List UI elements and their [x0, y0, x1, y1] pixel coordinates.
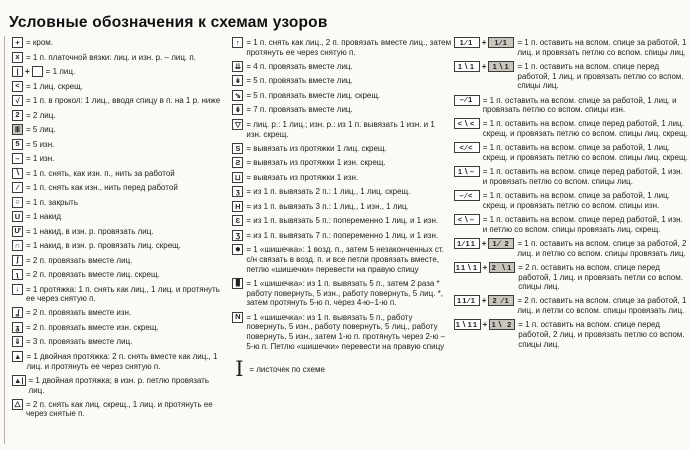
knit-symbol-icon	[32, 66, 43, 77]
legend-text: = из 1 п. вывязать 5 п.: попеременно 1 лиц. и 1 изн.	[246, 216, 439, 226]
legend-entry	[12, 255, 225, 266]
legend-entry	[12, 351, 225, 371]
symbol-group	[232, 244, 243, 255]
symbol-group	[232, 143, 243, 154]
knit-symbol-icon: 1∖ 2	[489, 319, 515, 330]
knit-symbol-icon: H	[232, 201, 243, 212]
knit-symbol-icon: √	[12, 95, 23, 106]
knit-symbol-icon: ▲|	[14, 375, 24, 385]
symbol-group	[232, 90, 243, 101]
knit-symbol-icon: x	[12, 52, 23, 63]
knit-symbol-icon: ʓ	[12, 322, 23, 333]
knit-symbol-icon: 1∕1	[454, 37, 480, 48]
legend-entry	[12, 124, 225, 135]
knit-symbol-icon: I	[235, 357, 244, 382]
legend-entry	[232, 143, 451, 154]
legend-text: = 2 п. провязать вместе изн. скрещ.	[26, 322, 159, 332]
knit-symbol-icon: △	[12, 399, 23, 410]
symbol-group	[454, 319, 516, 330]
legend-entry	[12, 139, 225, 150]
symbol-group	[12, 284, 23, 295]
legend-entry	[12, 269, 225, 280]
legend-entry	[454, 319, 688, 349]
legend-entry	[12, 375, 225, 395]
legend-text: = 1 п. оставить на вспом. спице за работой, 1 лиц. скрещ. и провязать петлю со вспом. спицы изн.	[482, 191, 670, 210]
legend-text: = 1 п. оставить на вспом. спице за работой, 1 лиц. скрещ. и провязать петлю со вспом. спицы лиц. скрещ.	[482, 143, 688, 163]
symbol-group	[454, 142, 480, 153]
legend-entry	[232, 157, 451, 168]
knit-symbol-icon: 1∖–	[454, 166, 480, 177]
knit-symbol-icon: 1∖11	[455, 320, 479, 330]
plus-sign: +	[481, 238, 487, 248]
legend-entry	[12, 153, 225, 164]
symbol-group	[12, 153, 23, 164]
knit-symbol-icon: ↓	[12, 284, 23, 295]
legend-entry	[12, 168, 225, 179]
symbol-group	[12, 322, 23, 333]
plus-sign: +	[481, 61, 487, 71]
legend-text: = 2 лиц.	[26, 110, 56, 120]
knit-symbol-icon: Ɛ	[232, 215, 243, 226]
knit-symbol-icon: 5	[12, 139, 23, 150]
symbol-group	[232, 186, 243, 197]
symbol-group	[12, 168, 23, 179]
legend-entry	[12, 37, 225, 48]
legend-text: = вывязать из протяжки 1 лиц. скрещ.	[246, 143, 387, 153]
legend-entry	[232, 75, 451, 86]
legend-entry	[232, 312, 451, 352]
knit-symbol-icon: ∩	[12, 240, 23, 251]
page-title: Условные обозначения к схемам узоров	[9, 14, 328, 32]
knit-symbol-icon: ↑	[232, 37, 243, 48]
symbol-group	[232, 104, 243, 115]
knit-symbol-icon: |	[12, 66, 23, 77]
knit-symbol-icon: ʅ	[12, 269, 23, 280]
legend-entry	[454, 166, 688, 186]
knit-symbol-icon: ○	[12, 197, 23, 208]
symbol-group	[12, 240, 23, 251]
legend-text: = 1 «шишечка»: из 1 п. вывязать 5 п., затем 2 раза * работу повернуть, 5 изн., работу повернуть, 5 лиц. *, затем протянуть 5-ю п. через 4-ю–1-ю п.	[246, 278, 443, 308]
legend-entry	[12, 211, 225, 222]
legend-entry	[232, 244, 451, 274]
symbol-group	[12, 139, 23, 150]
knit-symbol-icon: ●	[232, 244, 243, 255]
symbol-group	[454, 166, 480, 177]
knit-symbol-icon: 1∖1	[488, 61, 514, 72]
symbol-group	[12, 399, 23, 410]
legend-text: = 1 протяжка: 1 п. снять как лиц., 1 лиц. и протянуть ее через снятую п.	[26, 284, 220, 304]
legend-entry	[12, 110, 225, 121]
legend-entry	[454, 61, 688, 91]
symbol-group	[232, 215, 243, 226]
knit-symbol-icon: 2 ∖1	[489, 262, 515, 273]
symbol-group	[454, 295, 515, 306]
legend-text: = 1 п. оставить на вспом. спице перед работой, 1 лиц. скрещ. и провязать петлю со вспом. спицы лиц. скрещ.	[482, 119, 688, 139]
legend-text: = 1 п. оставить на вспом. спице перед работой, 1 изн. и петлю со вспом. спицы провязать лиц. скрещ.	[482, 215, 683, 234]
legend-text: = 2 п. снять как лиц. скрещ., 1 лиц. и протянуть ее через снятые п.	[26, 399, 213, 419]
symbol-legend	[12, 37, 688, 423]
knit-symbol-icon: –∕1	[454, 95, 480, 106]
symbol-group	[12, 255, 23, 266]
symbol-group	[12, 269, 23, 280]
knit-symbol-icon: ∕	[12, 182, 23, 193]
symbol-group	[454, 118, 480, 129]
legend-text: = 1 накид, в изн. р. провязать лиц.	[26, 226, 154, 236]
symbol-group	[232, 201, 243, 212]
legend-text: = 1 лиц. скрещ.	[26, 81, 83, 91]
knit-symbol-icon: ▮	[232, 278, 243, 289]
knit-symbol-icon: Ƨ	[232, 157, 243, 168]
legend-entry	[454, 295, 688, 315]
legend-text: = 1 п. оставить на вспом. спице перед работой, 1 изн. и провязать петлю со вспом. спицы лиц.	[482, 167, 683, 186]
symbol-group	[232, 278, 243, 289]
knit-symbol-icon: +	[12, 37, 23, 48]
legend-entry	[232, 90, 451, 101]
legend-text: = 1 п. оставить на вспом. спице за работой, 1 лиц. и провязать петлю со вспом. спицы изн.	[482, 95, 677, 115]
symbol-group	[454, 262, 516, 273]
knit-symbol-icon: N	[232, 312, 243, 323]
knit-symbol-icon: ∖	[12, 168, 23, 179]
symbol-group	[12, 182, 23, 193]
legend-text: = 1 лиц.	[45, 67, 76, 76]
legend-entry	[232, 104, 451, 115]
legend-entry	[12, 240, 225, 251]
legend-entry	[232, 230, 451, 241]
legend-entry	[454, 118, 688, 138]
knit-symbol-icon: ⊔	[232, 172, 243, 183]
legend-text: = 1 п. оставить на вспом. спице перед работой, 1 лиц. и провязать петлю со вспом. спицы лиц.	[517, 61, 684, 91]
legend-text: = 1 п. оставить на вспом. спице за работой, 2 лиц. и петлю со вспом. спицы провязать лиц.	[517, 238, 687, 258]
knit-symbol-icon: U	[12, 211, 23, 222]
legend-text: = 2 п. оставить на вспом. спице за работой, 1 лиц. и петли со вспом. спицы провязать лиц.	[517, 296, 687, 316]
legend-text: = вывязать из протяжки 1 изн. скрещ.	[246, 158, 386, 168]
legend-text: = 1 двойная протяжка; в изн. р. петлю провязать лиц.	[28, 375, 209, 395]
symbol-group	[232, 172, 243, 183]
legend-text: = 2 п. провязать вместе лиц. скрещ.	[26, 270, 160, 279]
symbol-group	[12, 110, 23, 121]
knit-symbol-icon: 1∖1	[454, 61, 480, 72]
legend-entry	[454, 238, 688, 258]
legend-entry	[12, 307, 225, 318]
legend-text: = кром.	[26, 38, 54, 47]
legend-text: = 5 п. провязать вместе лиц. скрещ.	[246, 90, 381, 100]
knit-symbol-icon: ⇊	[232, 61, 243, 72]
legend-entry	[232, 37, 451, 57]
legend-text: = 1 п. оставить на вспом. спице за работой, 1 лиц. и провязать петлю со вспом. спицы лиц.	[517, 38, 687, 57]
legend-entry	[12, 284, 225, 304]
symbol-group	[12, 52, 23, 63]
symbol-group	[12, 95, 23, 106]
symbol-group	[454, 190, 480, 201]
symbol-group	[454, 214, 480, 225]
legend-entry	[454, 262, 688, 292]
legend-text: = листочек по схеме	[249, 364, 325, 374]
legend-text: = 1 «шишечка»: 1 возд. п., затем 5 незаконченных ст. с/н связать в возд. п. и все петли провязать вместе, петлю «шишечки» перевести на правую спицу	[246, 245, 444, 274]
legend-entry	[232, 172, 451, 183]
legend-entry	[454, 142, 688, 162]
legend-text: = 5 п. провязать вместе лиц.	[246, 76, 353, 86]
symbol-group	[232, 230, 243, 241]
legend-column-2	[232, 37, 451, 384]
symbol-group	[12, 375, 26, 386]
legend-entry	[12, 226, 225, 237]
legend-entry	[232, 61, 451, 72]
symbol-group	[232, 157, 243, 168]
symbol-group	[232, 61, 243, 72]
plus-sign: +	[481, 296, 487, 306]
legend-text: = из 1 п. вывязать 7 п.: попеременно 1 лиц. и 1 изн.	[246, 230, 439, 240]
legend-entry	[454, 95, 688, 115]
legend-column-3	[454, 37, 688, 353]
legend-text: = лиц. р.: 1 лиц.; изн. р.: из 1 п. вывязать 1 изн. и 1 изн. скрещ.	[246, 119, 435, 139]
symbol-group	[454, 95, 480, 106]
symbol-group	[12, 307, 23, 318]
knit-symbol-icon: ʆ	[12, 307, 23, 318]
legend-text: = 1 накид, в изн. р. провязать лиц. скрещ.	[26, 241, 181, 250]
legend-text: = 5 изн.	[26, 139, 55, 149]
knit-symbol-icon: 1∕ 2	[488, 238, 514, 249]
legend-entry	[12, 336, 225, 347]
symbol-group	[12, 351, 23, 362]
knit-symbol-icon: 2 ∕1	[488, 295, 514, 306]
legend-entry	[12, 66, 225, 77]
legend-text: = 1 п. закрыть	[26, 197, 78, 207]
knit-symbol-icon: S	[232, 143, 243, 154]
legend-entry	[12, 95, 225, 106]
plus-sign: +	[25, 67, 30, 76]
symbol-group	[232, 312, 243, 323]
knit-symbol-icon: 1∕1	[488, 37, 514, 48]
knit-symbol-icon: ⇘	[232, 90, 243, 101]
symbol-group	[12, 37, 23, 48]
symbol-group	[12, 66, 43, 77]
knit-symbol-icon: Ư	[12, 226, 23, 237]
symbol-group	[232, 358, 246, 380]
legend-text: = 1 п. снять как изн., нить перед работой	[26, 183, 178, 192]
knit-symbol-icon: ▽	[232, 119, 243, 130]
legend-column-1	[12, 37, 225, 423]
symbol-group	[12, 124, 23, 135]
knit-symbol-icon: ʃ	[12, 255, 23, 266]
plus-sign: +	[482, 262, 488, 272]
knit-symbol-icon: 1∕11	[454, 238, 480, 249]
legend-entry	[12, 52, 225, 63]
legend-entry	[232, 201, 451, 212]
plus-sign: +	[482, 320, 488, 330]
legend-text: = 1 п. оставить на вспом. спице перед работой, 2 лиц. и провязать петлю со вспом. спицы лиц.	[518, 320, 685, 349]
legend-text: = 1 п. снять как лиц., 2 п. провязать вместе лиц., затем протянуть ее через снятую п.	[246, 38, 452, 57]
knit-symbol-icon: –∕<	[454, 190, 480, 201]
knit-symbol-icon: <∖–	[454, 214, 480, 225]
knit-symbol-icon: 2	[12, 110, 23, 121]
legend-entry	[12, 197, 225, 208]
legend-entry	[232, 278, 451, 308]
legend-text: = вывязать из протяжки 1 изн.	[246, 172, 359, 182]
symbol-group	[12, 336, 23, 347]
symbol-group	[232, 119, 243, 130]
legend-text: = из 1 п. вывязать 2 п.: 1 лиц., 1 лиц. скрещ.	[246, 187, 411, 197]
legend-text: = из 1 п. вывязать 3 п.: 1 лиц., 1 изн., 1 лиц.	[246, 201, 409, 211]
legend-text: = 3 п. провязать вместе лиц.	[26, 337, 133, 347]
legend-text: = 2 п. оставить на вспом. спице перед работой, 1 лиц. и провязать петли со вспом. спицы лиц.	[518, 262, 683, 292]
legend-text: = 2 п. провязать вместе лиц.	[26, 255, 133, 265]
legend-entry	[454, 214, 688, 234]
page-edge-line	[4, 36, 5, 444]
knit-symbol-icon: Ⅲ	[12, 124, 23, 135]
legend-text: = 5 лиц.	[26, 125, 56, 134]
knit-symbol-icon: <∖<	[454, 118, 480, 129]
symbol-group	[12, 226, 23, 237]
symbol-group	[454, 61, 515, 72]
legend-entry	[12, 81, 225, 92]
legend-text: = 1 «шишечка»: из 1 п. вывязать 5 п., работу повернуть, 5 изн., работу повернуть, 5 лиц., работу повернуть, 5 изн., затем 1-ю п. протянуть через 2-ю – 5-ю п. Петлю «шишечки» перевести на правую спицу	[246, 312, 446, 351]
legend-text: = 1 п. в прокол: 1 лиц., вводя спицу в п. на 1 р. ниже	[26, 96, 221, 105]
symbol-group	[232, 37, 243, 48]
legend-text: = 2 п. провязать вместе изн.	[26, 308, 132, 318]
symbol-group	[454, 238, 515, 249]
legend-text: = 1 двойная протяжка: 2 п. снять вместе как лиц., 1 лиц. и протянуть ее через снятую п.	[26, 351, 218, 371]
knit-symbol-icon: ⇟	[232, 104, 243, 115]
symbol-group	[454, 37, 515, 48]
knit-symbol-icon: ↡	[232, 75, 243, 86]
knit-symbol-icon: –	[12, 153, 23, 164]
knit-symbol-icon: <	[12, 81, 23, 92]
knit-symbol-icon: ⇓	[12, 336, 23, 347]
legend-entry	[232, 186, 451, 197]
symbol-group	[12, 197, 23, 208]
legend-entry	[454, 190, 688, 210]
knit-symbol-icon: Ʒ	[232, 230, 243, 241]
legend-entry	[12, 182, 225, 193]
symbol-group	[12, 211, 23, 222]
legend-entry	[232, 215, 451, 226]
legend-entry	[454, 37, 688, 57]
legend-entry	[12, 399, 225, 419]
legend-text: = 4 п. провязать вместе лиц.	[246, 61, 353, 71]
legend-text: = 1 изн.	[26, 154, 55, 163]
knit-symbol-icon: ▲	[14, 351, 22, 361]
legend-entry	[232, 358, 451, 380]
plus-sign: +	[481, 38, 487, 47]
legend-entry	[12, 322, 225, 333]
legend-text: = 7 п. провязать вместе лиц.	[246, 105, 353, 115]
symbol-group	[232, 75, 243, 86]
knit-symbol-icon: 11∖1	[455, 262, 479, 272]
knit-symbol-icon: <∕<	[454, 142, 480, 153]
legend-text: = 1 п. снять, как изн. п., нить за работой	[26, 168, 175, 178]
legend-text: = 1 накид	[26, 212, 62, 221]
knit-symbol-icon: ʒ	[232, 186, 243, 197]
legend-text: = 1 п. платочной вязки: лиц. и изн. р. – лиц. п.	[26, 52, 196, 62]
legend-entry	[232, 119, 451, 139]
knit-symbol-icon: 11∕1	[454, 295, 480, 306]
symbol-group	[12, 81, 23, 92]
